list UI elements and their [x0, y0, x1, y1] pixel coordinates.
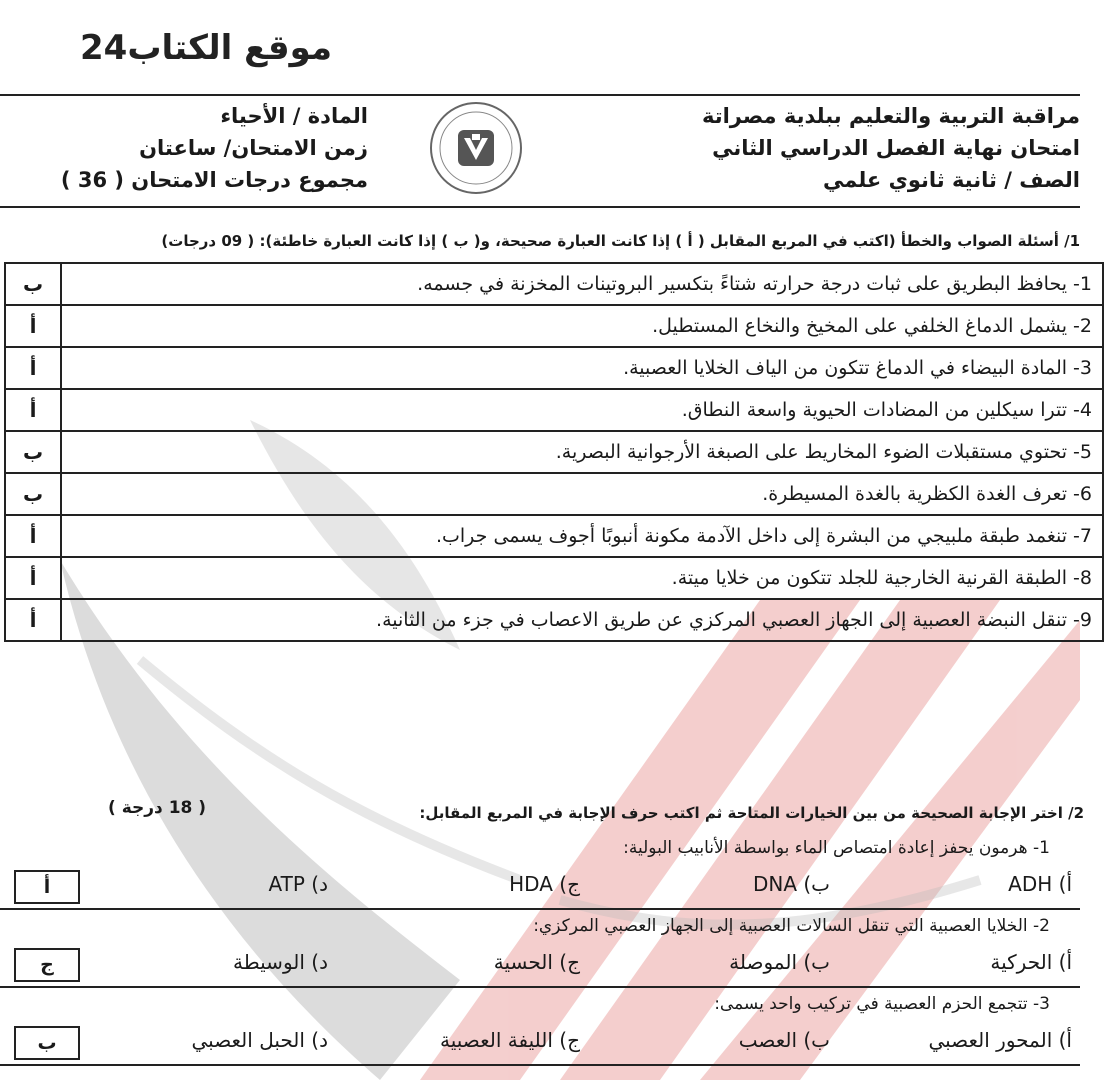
tf-answer-box[interactable]: أ [5, 599, 61, 641]
tf-row [5, 305, 1103, 347]
tf-answer-box[interactable]: أ [5, 557, 61, 599]
header-exam-line: امتحان نهاية الفصل الدراسي الثاني [712, 136, 1080, 160]
mcq-option: د) ATP [268, 872, 328, 896]
tf-statement: 1- يحافظ البطريق على ثبات درجة حرارته شتاءً بتكسير البروتينات المخزنة في جسمه. [61, 263, 1103, 305]
tf-row [5, 515, 1103, 557]
tf-answer-box[interactable]: ب [5, 263, 61, 305]
tf-statement: 4- تترا سيكلين من المضادات الحيوية واسعة النطاق. [61, 389, 1103, 431]
mcq-option: أ) الحركية [990, 950, 1072, 974]
true-false-table [4, 262, 1104, 642]
tf-answer-box[interactable]: أ [5, 347, 61, 389]
mcq-option: ب) العصب [738, 1028, 830, 1052]
tf-row [5, 431, 1103, 473]
tf-answer-box[interactable]: أ [5, 515, 61, 557]
mcq-answer-box[interactable]: أ [14, 870, 80, 904]
header-duration-line: زمن الامتحان/ ساعتان [139, 136, 368, 160]
tf-statement: 3- المادة البيضاء في الدماغ تتكون من الياف الخلايا العصبية. [61, 347, 1103, 389]
mcq-options-row [0, 946, 1080, 988]
mcq-answer-box[interactable]: ب [14, 1026, 80, 1060]
tf-row [5, 599, 1103, 641]
tf-statement: 9- تنقل النبضة العصبية إلى الجهاز العصبي المركزي عن طريق الاعصاب في جزء من الثانية. [61, 599, 1103, 641]
header-subject-block [48, 100, 368, 196]
header-subject-line: المادة / الأحياء [220, 104, 368, 128]
tf-answer-box[interactable]: ب [5, 431, 61, 473]
tf-row [5, 389, 1103, 431]
mcq-option: ب) DNA [752, 872, 830, 896]
header-class-line: الصف / ثانية ثانوي علمي [823, 168, 1080, 192]
header-bottom-rule [0, 206, 1080, 208]
mcq-answer-box[interactable]: ج [14, 948, 80, 982]
tf-row [5, 557, 1103, 599]
question-1-title: 1/ أسئلة الصواب والخطأ (اكتب في المربع المقابل ( أ ) إذا كانت العبارة صحيحة، و( ب ) إذا كانت العبارة خاطئة): ( 09 درجات) [161, 232, 1080, 250]
mcq-option: ج) الليفة العصبية [439, 1028, 580, 1052]
tf-answer-box[interactable]: أ [5, 389, 61, 431]
header-authority-block [702, 100, 1080, 196]
tf-row [5, 473, 1103, 515]
tf-statement: 6- تعرف الغدة الكظرية بالغدة المسيطرة. [61, 473, 1103, 515]
header-authority-line: مراقبة التربية والتعليم ببلدية مصراتة [701, 104, 1080, 128]
tf-statement: 7- تنغمد طبقة ملبيجي من البشرة إلى داخل الآدمة مكونة أنبوبًا أجوف يسمى جراب. [61, 515, 1103, 557]
site-title: موقع الكتاب24 [80, 28, 333, 68]
ministry-emblem [428, 100, 524, 196]
mcq-option: ج) الحسية [493, 950, 580, 974]
mcq-option: أ) المحور العصبي [928, 1028, 1072, 1052]
mcq-stem: 2- الخلايا العصبية التي تنقل السالات العصبية إلى الجهاز العصبي المركزي: [533, 916, 1050, 936]
mcq-option: ج) HDA [509, 872, 580, 896]
mcq-option: ب) الموصلة [729, 950, 830, 974]
tf-statement: 5- تحتوي مستقبلات الضوء المخاريط على الصبغة الأرجوانية البصرية. [61, 431, 1103, 473]
mcq-stem: 3- تتجمع الحزم العصبية في تركيب واحد يسمى: [714, 994, 1050, 1014]
mcq-option: د) الحبل العصبي [191, 1028, 328, 1052]
tf-answer-box[interactable]: ب [5, 473, 61, 515]
mcq-options-row [0, 1024, 1080, 1066]
header-total-marks-line: مجموع درجات الامتحان ( 36 ) [60, 168, 368, 192]
tf-statement: 2- يشمل الدماغ الخلفي على المخيخ والنخاع المستطيل. [61, 305, 1103, 347]
question-2-title: 2/ اختر الإجابة الصحيحة من بين الخيارات المتاحة ثم اكتب حرف الإجابة في المربع المقابل: [419, 804, 1084, 822]
mcq-stem: 1- هرمون يحفز إعادة امتصاص الماء بواسطة الأنابيب البولية: [623, 838, 1050, 858]
question-2-grade: ( 18 درجة ) [108, 798, 207, 818]
mcq-options-row [0, 868, 1080, 910]
tf-row [5, 347, 1103, 389]
mcq-option: أ) ADH [1008, 872, 1072, 896]
header-top-rule [0, 94, 1080, 96]
tf-row [5, 263, 1103, 305]
tf-answer-box[interactable]: أ [5, 305, 61, 347]
tf-statement: 8- الطبقة القرنية الخارجية للجلد تتكون من خلايا ميتة. [61, 557, 1103, 599]
mcq-option: د) الوسيطة [233, 950, 328, 974]
